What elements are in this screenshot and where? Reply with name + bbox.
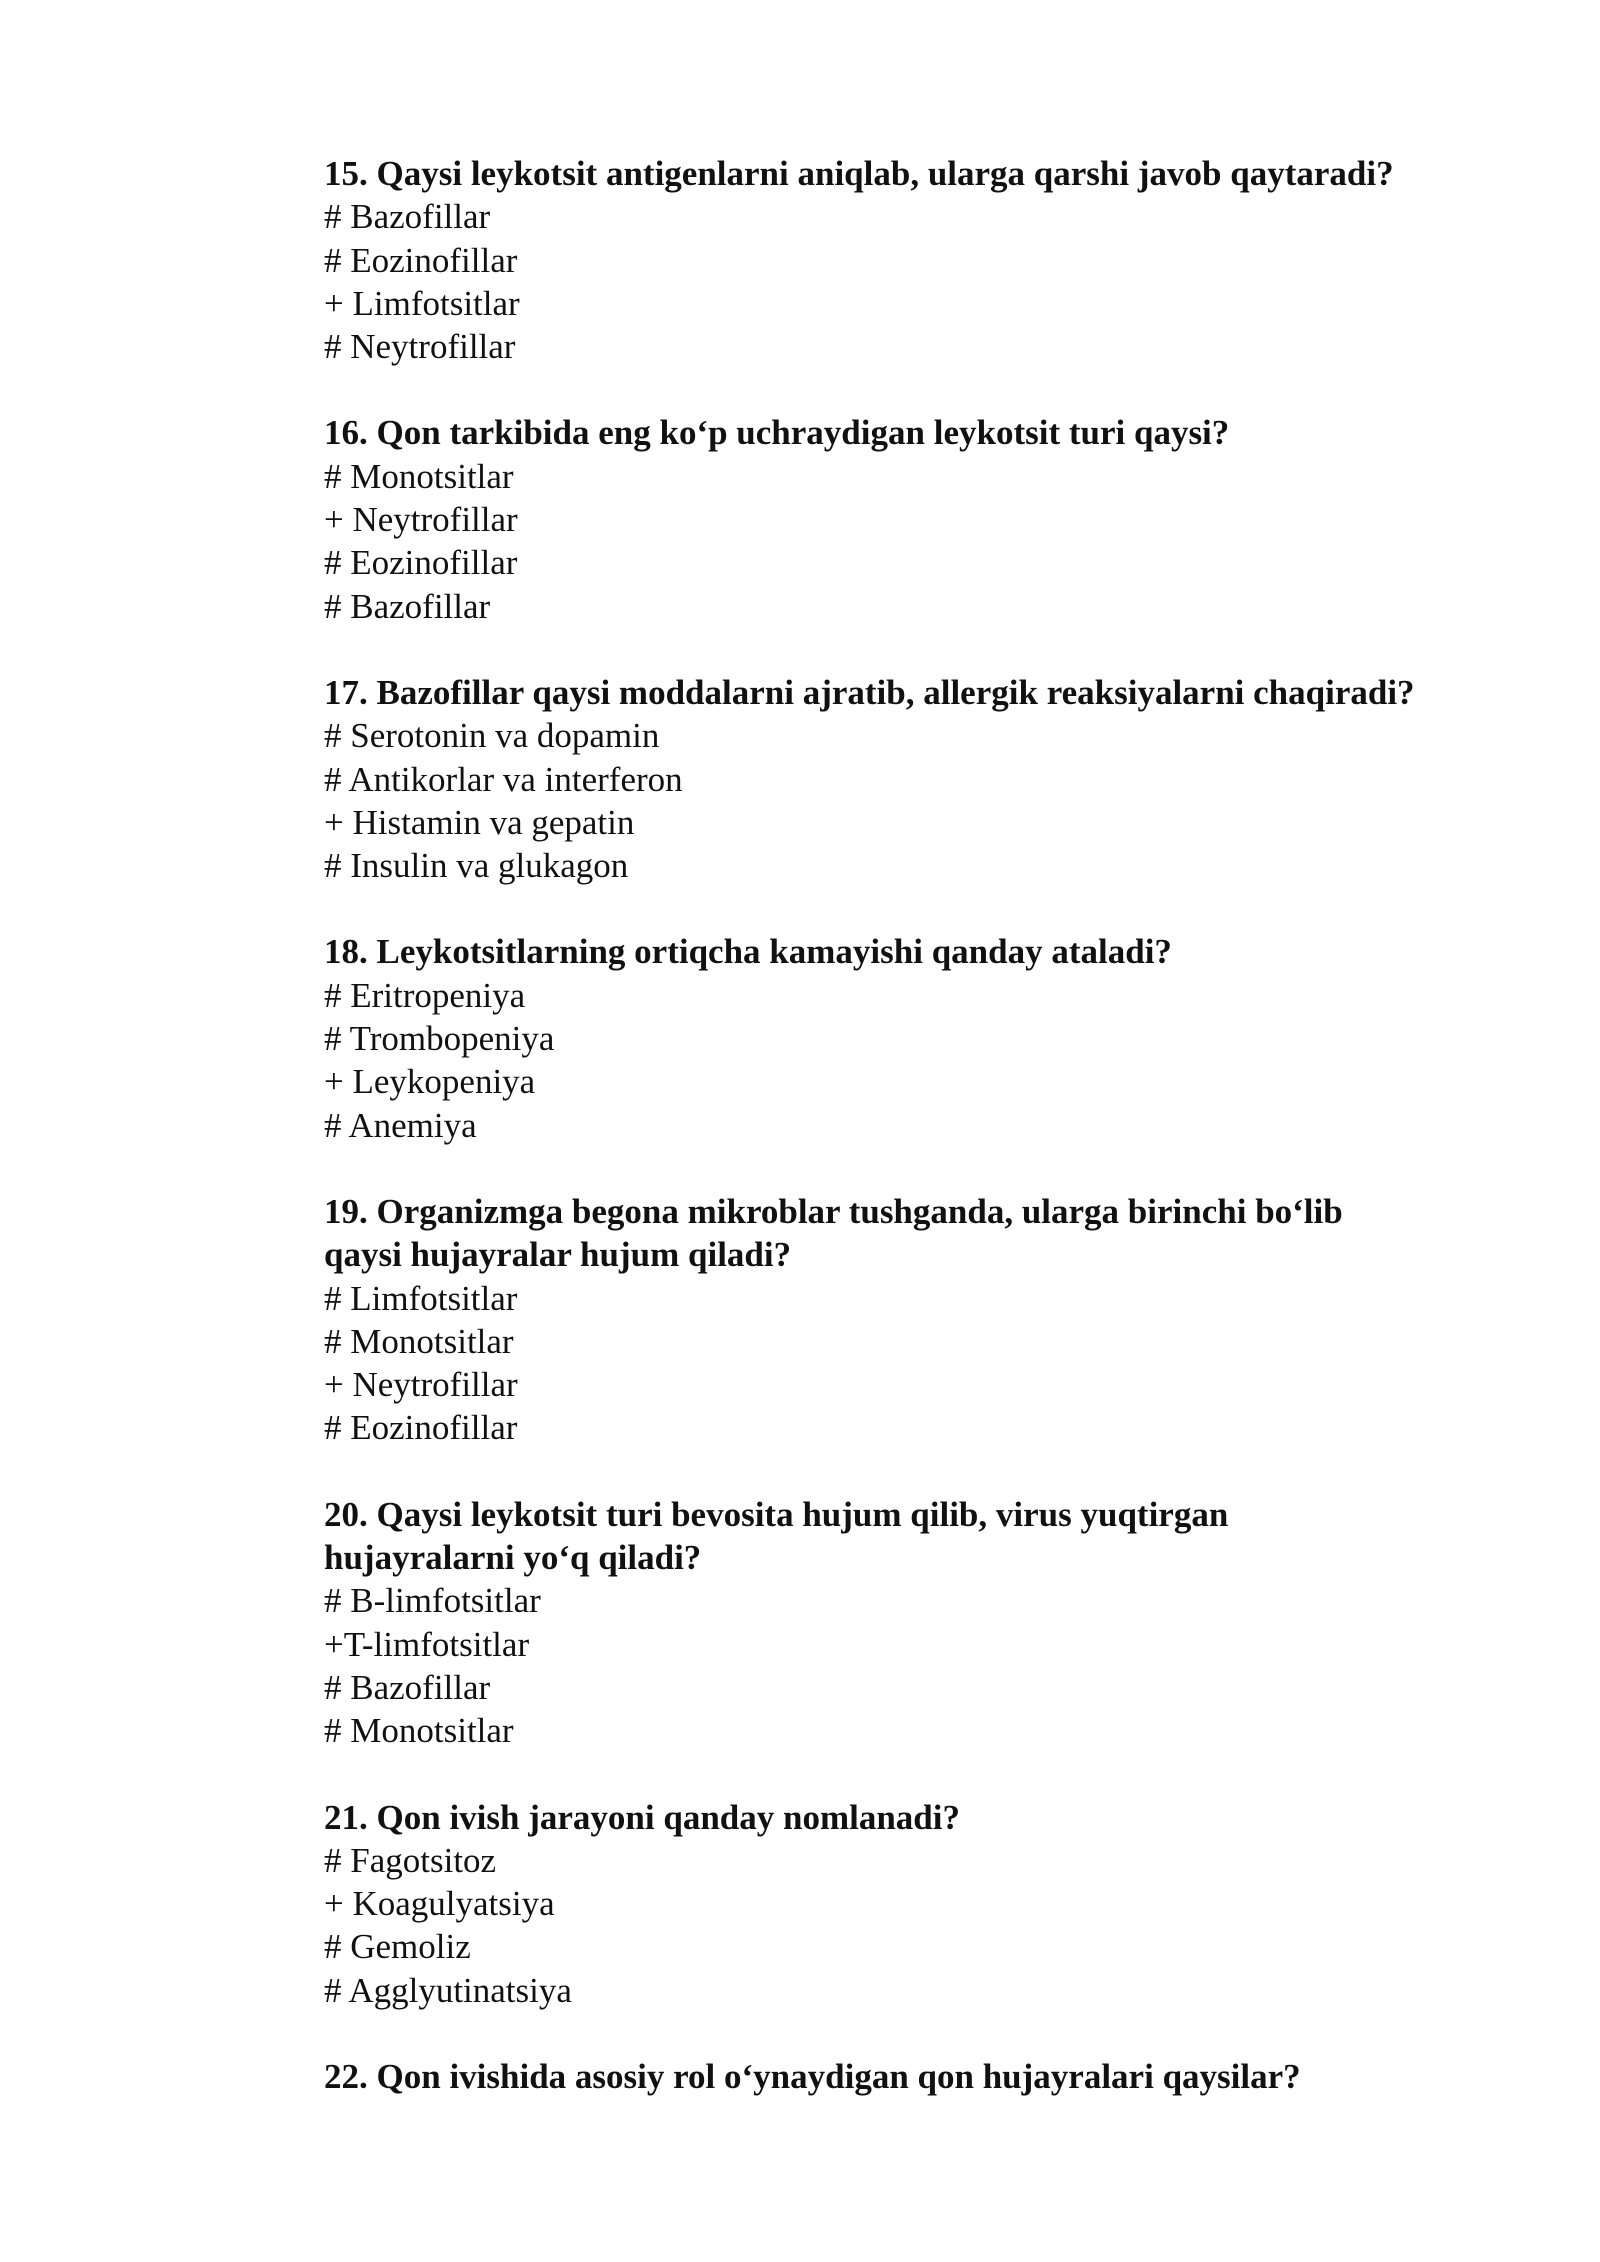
answer-option: +T-limfotsitlar (324, 1624, 530, 1664)
answer-option: # Anemiya (324, 1105, 477, 1145)
document-page (324, 152, 1504, 2141)
question-21 (324, 1796, 1504, 2012)
answer-option: # Monotsitlar (324, 456, 514, 496)
question-20 (324, 1493, 1504, 1753)
answer-option: # B-limfotsitlar (324, 1581, 541, 1621)
answer-option: # Bazofillar (324, 1667, 491, 1707)
answer-option: # Eozinofillar (324, 543, 518, 583)
answer-option: # Bazofillar (324, 197, 491, 237)
question-title: 19. Organizmga begona mikroblar tushganda, ularga birinchi bo‘lib (324, 1191, 1343, 1231)
answer-option: # Eritropeniya (324, 975, 526, 1015)
question-title: 22. Qon ivishida asosiy rol o‘ynaydigan qon hujayralari qaysilar? (324, 2056, 1301, 2096)
question-title: 20. Qaysi leykotsit turi bevosita hujum qilib, virus yuqtirgan (324, 1494, 1229, 1534)
answer-option: + Limfotsitlar (324, 283, 520, 323)
question-15 (324, 152, 1504, 368)
answer-option: + Neytrofillar (324, 1365, 518, 1405)
answer-option: # Trombopeniya (324, 1019, 555, 1059)
answer-option: # Monotsitlar (324, 1711, 514, 1751)
answer-option: + Histamin va gepatin (324, 802, 635, 842)
question-title: 18. Leykotsitlarning ortiqcha kamayishi qanday ataladi? (324, 932, 1172, 972)
answer-option: # Monotsitlar (324, 1321, 514, 1361)
question-title: 16. Qon tarkibida eng ko‘p uchraydigan leykotsit turi qaysi? (324, 413, 1230, 453)
answer-option: # Eozinofillar (324, 240, 518, 280)
question-title: 17. Bazofillar qaysi moddalarni ajratib, allergik reaksiyalarni chaqiradi? (324, 672, 1415, 712)
question-title: 21. Qon ivish jarayoni qanday nomlanadi? (324, 1797, 960, 1837)
question-22 (324, 2055, 1504, 2098)
answer-option: # Gemoliz (324, 1927, 471, 1967)
question-title: 15. Qaysi leykotsit antigenlarni aniqlab, ularga qarshi javob qaytaradi? (324, 154, 1394, 193)
answer-option: # Agglyutinatsiya (324, 1970, 572, 2010)
answer-option: # Insulin va glukagon (324, 846, 629, 886)
question-title-continued: qaysi hujayralar hujum qiladi? (324, 1235, 792, 1275)
question-19 (324, 1190, 1504, 1450)
answer-option: # Antikorlar va interferon (324, 759, 683, 799)
answer-option: + Neytrofillar (324, 500, 518, 540)
answer-option: # Neytrofillar (324, 327, 516, 367)
question-title-continued: hujayralarni yo‘q qiladi? (324, 1538, 702, 1578)
answer-option: + Leykopeniya (324, 1062, 536, 1102)
question-18 (324, 930, 1504, 1146)
answer-option: # Serotonin va dopamin (324, 716, 660, 756)
question-17 (324, 671, 1504, 887)
answer-option: # Bazofillar (324, 586, 491, 626)
question-16 (324, 411, 1504, 627)
answer-option: # Eozinofillar (324, 1408, 518, 1448)
answer-option: + Koagulyatsiya (324, 1884, 555, 1924)
answer-option: # Limfotsitlar (324, 1278, 518, 1318)
answer-option: # Fagotsitoz (324, 1840, 497, 1880)
